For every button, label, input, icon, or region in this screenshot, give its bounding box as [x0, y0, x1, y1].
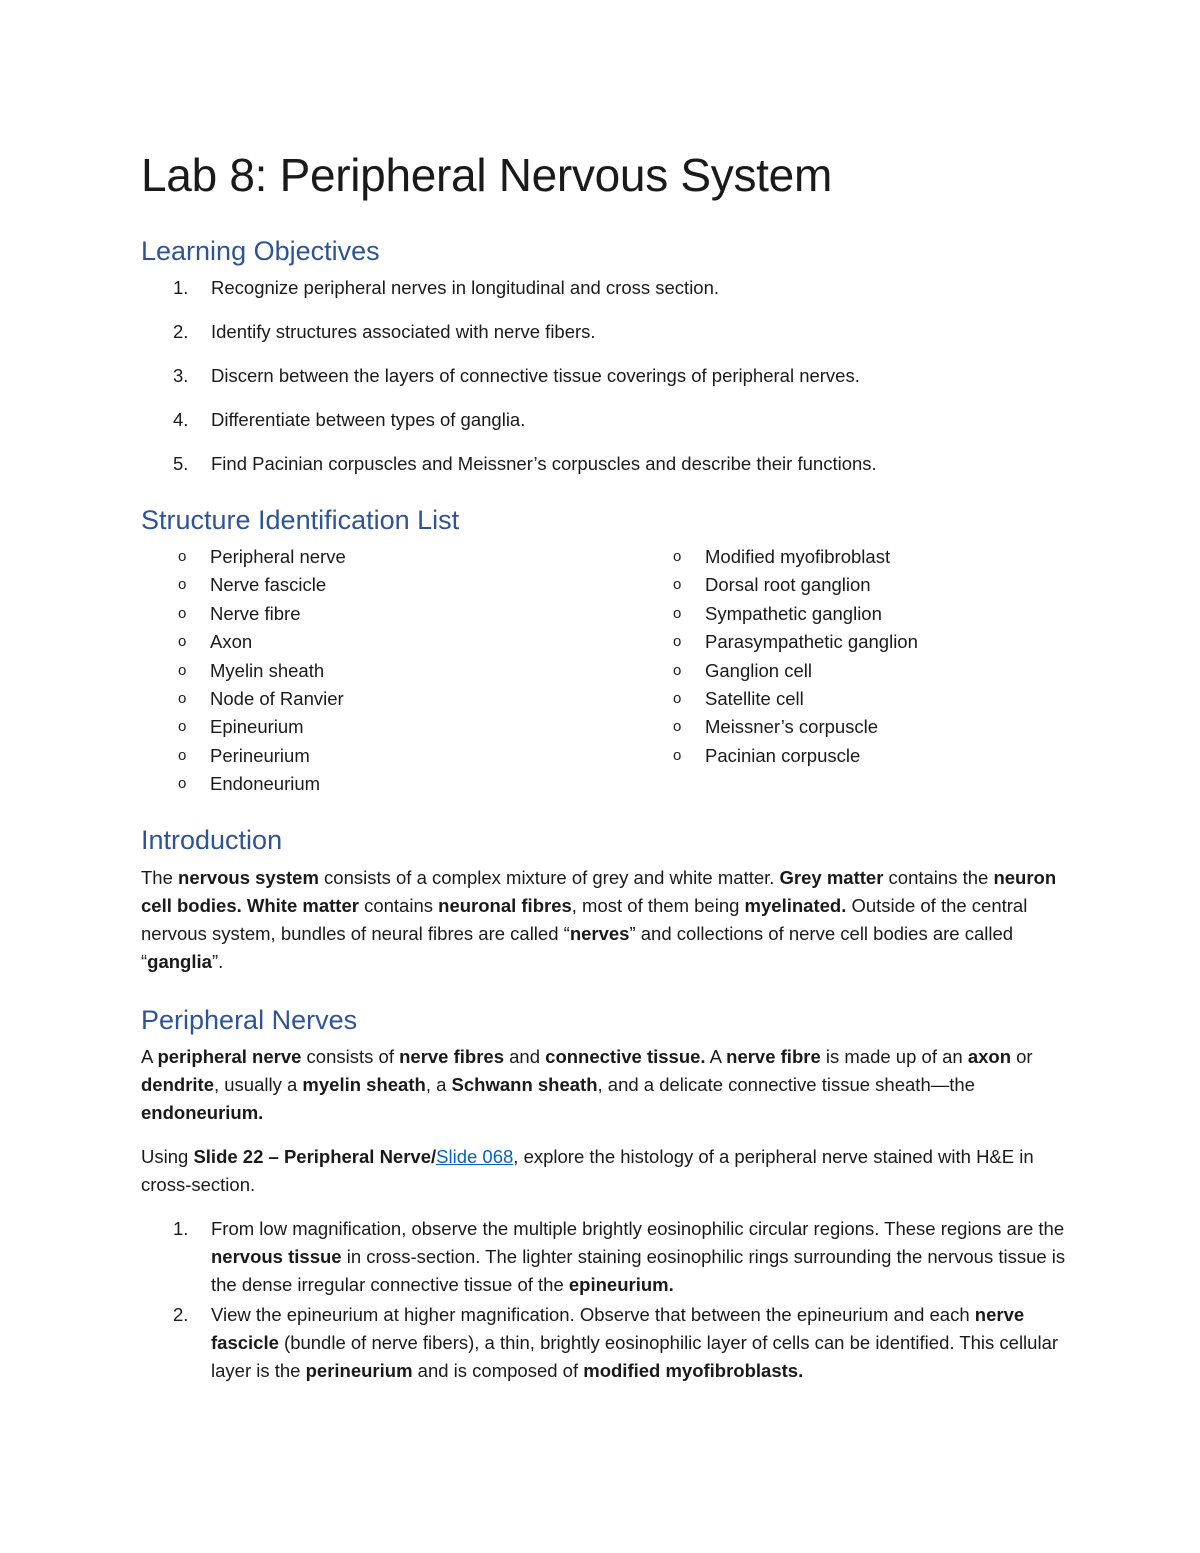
text-run: From low magnification, observe the multiple brightly eosinophilic circular regions. These regions are the [211, 1218, 1065, 1239]
bold-term: connective tissue. [545, 1046, 706, 1067]
text-run: contains the [883, 867, 994, 888]
text-run: (bundle of nerve fibers), a thin, brightly eosinophilic layer of cells can be identified. This cellular layer is the [211, 1332, 1059, 1381]
bold-term: myelin sheath [302, 1074, 426, 1095]
bold-term: endoneurium. [141, 1102, 264, 1123]
introduction-heading: Introduction [141, 825, 283, 855]
text-run: is made up of an [820, 1046, 968, 1067]
bullet-marker: o [178, 604, 187, 622]
bold-term: neuronal fibres [438, 895, 572, 916]
bold-term: modified myofibroblasts. [583, 1360, 804, 1381]
page-title: Lab 8: Peripheral Nervous System [141, 149, 832, 201]
structure-name: Node of Ranvier [210, 688, 344, 709]
bold-term: nervous tissue [211, 1246, 342, 1267]
step-number: 1. [173, 1218, 189, 1239]
text-run: , usually a [213, 1074, 303, 1095]
objective-text: Differentiate between types of ganglia. [211, 409, 526, 430]
bullet-marker: o [178, 633, 187, 651]
bold-term: nerve fascicle [211, 1304, 1025, 1353]
bullet-marker: o [673, 576, 682, 594]
objective-text: Find Pacinian corpuscles and Meissner’s corpuscles and describe their functions. [211, 453, 877, 474]
text-run: contains [358, 895, 439, 916]
text-run: , and a delicate connective tissue sheath—the [597, 1074, 975, 1095]
text-run: View the epineurium at higher magnification. Observe that between the epineurium and each [211, 1304, 975, 1325]
bullet-marker: o [673, 604, 682, 622]
learning-objectives-heading: Learning Objectives [141, 236, 380, 266]
text-run: A [141, 1046, 158, 1067]
peripheral-nerves-heading: Peripheral Nerves [141, 1005, 358, 1035]
text-run: in cross-section. The lighter staining eosinophilic rings surrounding the nervous tissue is the dense irregular connective tissue of the [211, 1246, 1066, 1295]
bold-term: Schwann sheath [451, 1074, 598, 1095]
structure-name: Satellite cell [705, 688, 804, 709]
bold-term: axon [967, 1046, 1011, 1067]
objective-number: 4. [173, 409, 189, 430]
structure-name: Epineurium [210, 716, 304, 738]
structure-name: Nerve fibre [210, 602, 301, 624]
structure-name: Endoneurium [210, 773, 321, 795]
slide-prefix: Using [141, 1146, 194, 1167]
peripheral-nerves-paragraph [141, 1043, 1071, 1127]
step-number: 2. [173, 1304, 189, 1325]
slide-separator: / [431, 1146, 437, 1167]
structure-name: Pacinian corpuscle [705, 744, 861, 766]
bold-term: nervous system [178, 867, 319, 888]
bold-term: nerve fibre [726, 1046, 821, 1067]
structure-name: Dorsal root ganglion [705, 574, 871, 596]
objective-text: Identify structures associated with nerve fibers. [211, 321, 596, 342]
introduction-paragraph [141, 864, 1071, 976]
bullet-marker: o [178, 775, 187, 793]
bold-term: White matter [246, 895, 359, 916]
structure-name: Meissner’s corpuscle [705, 716, 879, 738]
bold-term: myelinated. [744, 895, 847, 916]
structure-name: Peripheral nerve [210, 546, 346, 567]
structure-list-heading: Structure Identification List [141, 505, 460, 535]
objective-number: 1. [173, 277, 189, 298]
bullet-marker: o [673, 690, 682, 707]
bullet-marker: o [673, 746, 682, 764]
bold-term: neuron cell bodies. [141, 867, 1057, 916]
step-text [211, 1301, 1071, 1385]
structure-name: Perineurium [210, 744, 310, 766]
text-run: consists of a complex mixture of grey and white matter. [318, 867, 780, 888]
bullet-marker: o [673, 718, 682, 736]
structure-name: Parasympathetic ganglion [705, 631, 918, 653]
bold-term: Grey matter [779, 867, 884, 888]
bullet-marker: o [673, 661, 682, 679]
text-run: or [1011, 1046, 1033, 1067]
slide-instructions-paragraph [141, 1143, 1071, 1199]
structure-name: Sympathetic ganglion [705, 602, 882, 624]
bold-term: ganglia [147, 951, 212, 972]
text-run: and [504, 1046, 546, 1067]
text-run: ”. [211, 951, 224, 972]
bold-term: nerve fibres [399, 1046, 504, 1067]
bullet-marker: o [178, 576, 187, 594]
bold-term: peripheral nerve [157, 1046, 302, 1067]
bold-term: nerves [569, 923, 630, 944]
slide-suffix: , explore the histology of a peripheral nerve stained with H&E in cross-section. [141, 1146, 1034, 1195]
structure-name: Axon [210, 631, 253, 653]
objective-number: 2. [173, 321, 189, 342]
bullet-marker: o [673, 633, 682, 651]
bullet-marker: o [178, 718, 187, 736]
objective-text: Recognize peripheral nerves in longitudinal and cross section. [211, 277, 720, 298]
text-run: The [141, 867, 179, 888]
slide-068-link[interactable]: Slide 068 [436, 1146, 514, 1167]
step-text [211, 1215, 1071, 1299]
structure-name: Myelin sheath [210, 659, 325, 681]
structure-name: Modified myofibroblast [705, 546, 891, 567]
text-run: consists of [301, 1046, 400, 1067]
bold-term: epineurium. [568, 1274, 674, 1295]
bold-term: dendrite [141, 1074, 214, 1095]
structure-name: Nerve fascicle [210, 574, 327, 596]
text-run: Outside of the central nervous system, bundles of neural fibres are called “ [141, 895, 1028, 944]
text-run: and is composed of [412, 1360, 584, 1381]
bullet-marker: o [178, 690, 187, 707]
bold-term: perineurium [305, 1360, 413, 1381]
bullet-marker: o [178, 661, 187, 679]
text-run: , most of them being [571, 895, 745, 916]
structure-name: Ganglion cell [705, 659, 812, 681]
bullet-marker: o [673, 548, 682, 565]
objective-number: 5. [173, 453, 189, 474]
slide-name: Slide 22 – Peripheral Nerve [193, 1146, 431, 1167]
bullet-marker: o [178, 548, 187, 565]
text-run: A [705, 1046, 727, 1067]
text-run: ” and collections of nerve cell bodies are called “ [141, 923, 1014, 972]
bullet-marker: o [178, 746, 187, 764]
objective-number: 3. [173, 365, 189, 386]
text-run: , a [425, 1074, 452, 1095]
objective-text: Discern between the layers of connective tissue coverings of peripheral nerves. [211, 365, 860, 386]
